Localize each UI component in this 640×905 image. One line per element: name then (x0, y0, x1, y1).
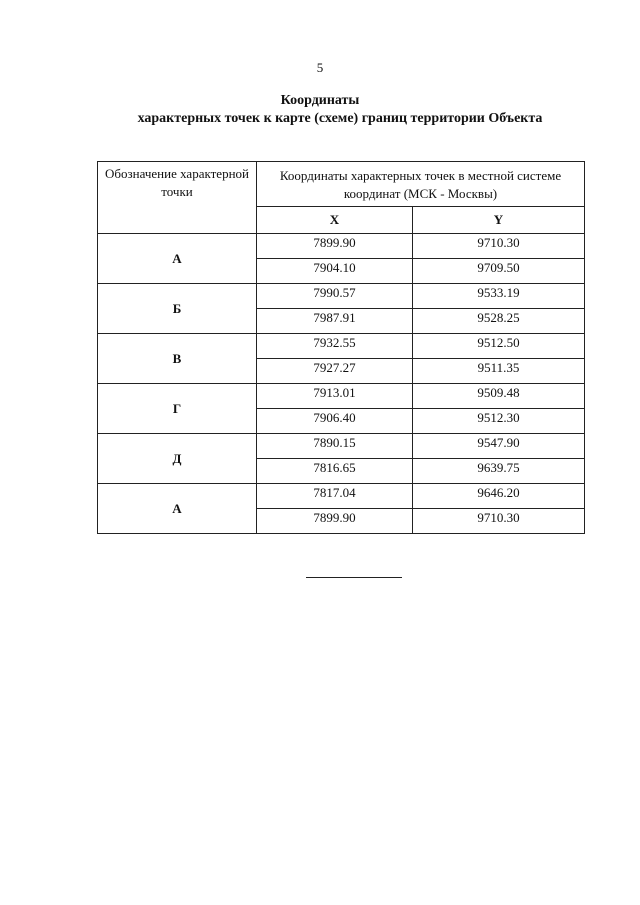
header-coordinates: Координаты характерных точек в местной системе координат (МСК - Москвы) (257, 162, 585, 207)
y-value: 9512.50 (413, 334, 585, 359)
x-value: 7890.15 (257, 434, 413, 459)
x-value: 7927.27 (257, 359, 413, 384)
header-x: X (257, 207, 413, 234)
y-value: 9509.48 (413, 384, 585, 409)
y-value: 9710.30 (413, 509, 585, 534)
table-row (98, 384, 585, 409)
closing-rule (306, 577, 402, 578)
point-label: Г (98, 384, 257, 434)
x-value: 7906.40 (257, 409, 413, 434)
point-label: Д (98, 434, 257, 484)
table-row (98, 284, 585, 309)
y-value: 9511.35 (413, 359, 585, 384)
table-row (98, 484, 585, 509)
point-label: Б (98, 284, 257, 334)
x-value: 7817.04 (257, 484, 413, 509)
x-value: 7987.91 (257, 309, 413, 334)
title-line-1: Координаты (280, 93, 360, 108)
y-value: 9512.30 (413, 409, 585, 434)
y-value: 9646.20 (413, 484, 585, 509)
document-title (0, 92, 640, 128)
point-label: А (98, 234, 257, 284)
header-y: Y (413, 207, 585, 234)
page-number: 5 (316, 60, 324, 75)
y-value: 9547.90 (413, 434, 585, 459)
table-row (98, 334, 585, 359)
table-row (98, 234, 585, 259)
x-value: 7904.10 (257, 259, 413, 284)
x-value: 7899.90 (257, 234, 413, 259)
coordinates-table (97, 161, 585, 534)
point-label: А (98, 484, 257, 534)
table-row (98, 434, 585, 459)
point-label: В (98, 334, 257, 384)
header-designation: Обозначение характерной точки (98, 162, 257, 234)
x-value: 7990.57 (257, 284, 413, 309)
title-line-2: характерных точек к карте (схеме) границ территории Объекта (137, 111, 543, 126)
y-value: 9639.75 (413, 459, 585, 484)
y-value: 9533.19 (413, 284, 585, 309)
x-value: 7816.65 (257, 459, 413, 484)
x-value: 7899.90 (257, 509, 413, 534)
x-value: 7932.55 (257, 334, 413, 359)
x-value: 7913.01 (257, 384, 413, 409)
table-header-row (98, 162, 585, 207)
y-value: 9709.50 (413, 259, 585, 284)
y-value: 9528.25 (413, 309, 585, 334)
y-value: 9710.30 (413, 234, 585, 259)
